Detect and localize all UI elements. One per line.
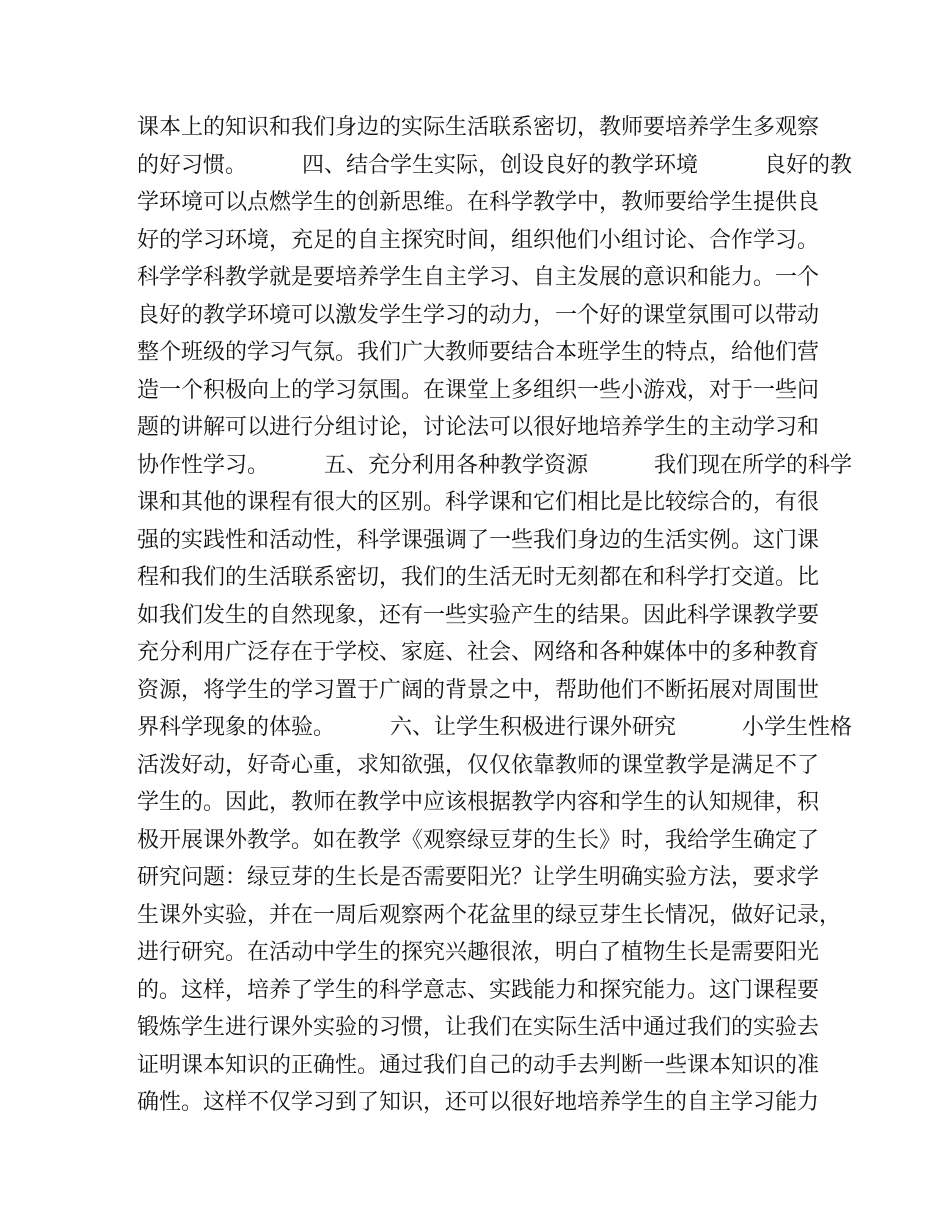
text-line: 研究问题：绿豆芽的生长是否需要阳光？让学生明确实验方法，要求学 (137, 865, 820, 890)
text-line: 如我们发生的自然现象，还有一些实验产生的结果。因此科学课教学要 (137, 602, 820, 628)
text-line: 锻炼学生进行课外实验的习惯，让我们在实际生活中通过我们的实验去 (137, 1015, 820, 1040)
text-line: 资源，将学生的学习置于广阔的背景之中，帮助他们不断拓展对周围世 (137, 677, 820, 703)
text-line: 证明课本知识的正确性。通过我们自己的动手去判断一些课本知识的准 (137, 1052, 820, 1078)
text-line: 生课外实验，并在一周后观察两个花盆里的绿豆芽生长情况，做好记录， (137, 902, 842, 928)
text-line: 课本上的知识和我们身边的实际生活联系密切，教师要培养学生多观察 (137, 115, 820, 140)
text-line: 强的实践性和活动性，科学课强调了一些我们身边的生活实例。这门课 (137, 527, 820, 553)
text-line: 整个班级的学习气氛。我们广大教师要结合本班学生的特点，给他们营 (137, 340, 820, 365)
text-line: 题的讲解可以进行分组讨论，讨论法可以很好地培养学生的主动学习和 (137, 415, 820, 440)
text-line: 活泼好动，好奇心重，求知欲强，仅仅依靠教师的课堂教学是满足不了 (137, 752, 820, 778)
text-line: 学生的。因此，教师在教学中应该根据教学内容和学生的认知规律，积 (137, 790, 820, 815)
text-line: 造一个积极向上的学习氛围。在课堂上多组织一些小游戏，对于一些问 (137, 377, 820, 403)
text-line: 课和其他的课程有很大的区别。科学课和它们相比是比较综合的，有很 (137, 490, 820, 515)
text-line: 良好的教学环境可以激发学生学习的动力，一个好的课堂氛围可以带动 (137, 302, 820, 328)
text-line: 确性。这样不仅学习到了知识，还可以很好地培养学生的自主学习能力 (137, 1090, 820, 1115)
text-line: 的。这样，培养了学生的科学意志、实践能力和探究能力。这门课程要 (137, 977, 820, 1003)
text-line: 学环境可以点燃学生的创新思维。在科学教学中，教师要给学生提供良 (137, 190, 820, 215)
text-line: 协作性学习。 五、充分利用各种教学资源 我们现在所学的科学 (137, 452, 853, 478)
text-line: 的好习惯。 四、结合学生实际，创设良好的教学环境 良好的教 (137, 152, 853, 178)
text-line: 极开展课外教学。如在教学《观察绿豆芽的生长》时，我给学生确定了 (137, 827, 820, 853)
text-line: 好的学习环境，充足的自主探究时间，组织他们小组讨论、合作学习。 (137, 227, 820, 253)
text-line: 程和我们的生活联系密切，我们的生活无时无刻都在和科学打交道。比 (137, 565, 820, 590)
body-text (137, 109, 853, 1122)
text-line: 充分利用广泛存在于学校、家庭、社会、网络和各种媒体中的多种教育 (137, 640, 820, 665)
text-line: 界科学现象的体验。 六、让学生积极进行课外研究 小学生性格 (137, 715, 853, 740)
text-line: 科学学科教学就是要培养学生自主学习、自主发展的意识和能力。一个 (137, 265, 820, 290)
text-line: 进行研究。在活动中学生的探究兴趣很浓，明白了植物生长是需要阳光 (137, 940, 820, 965)
